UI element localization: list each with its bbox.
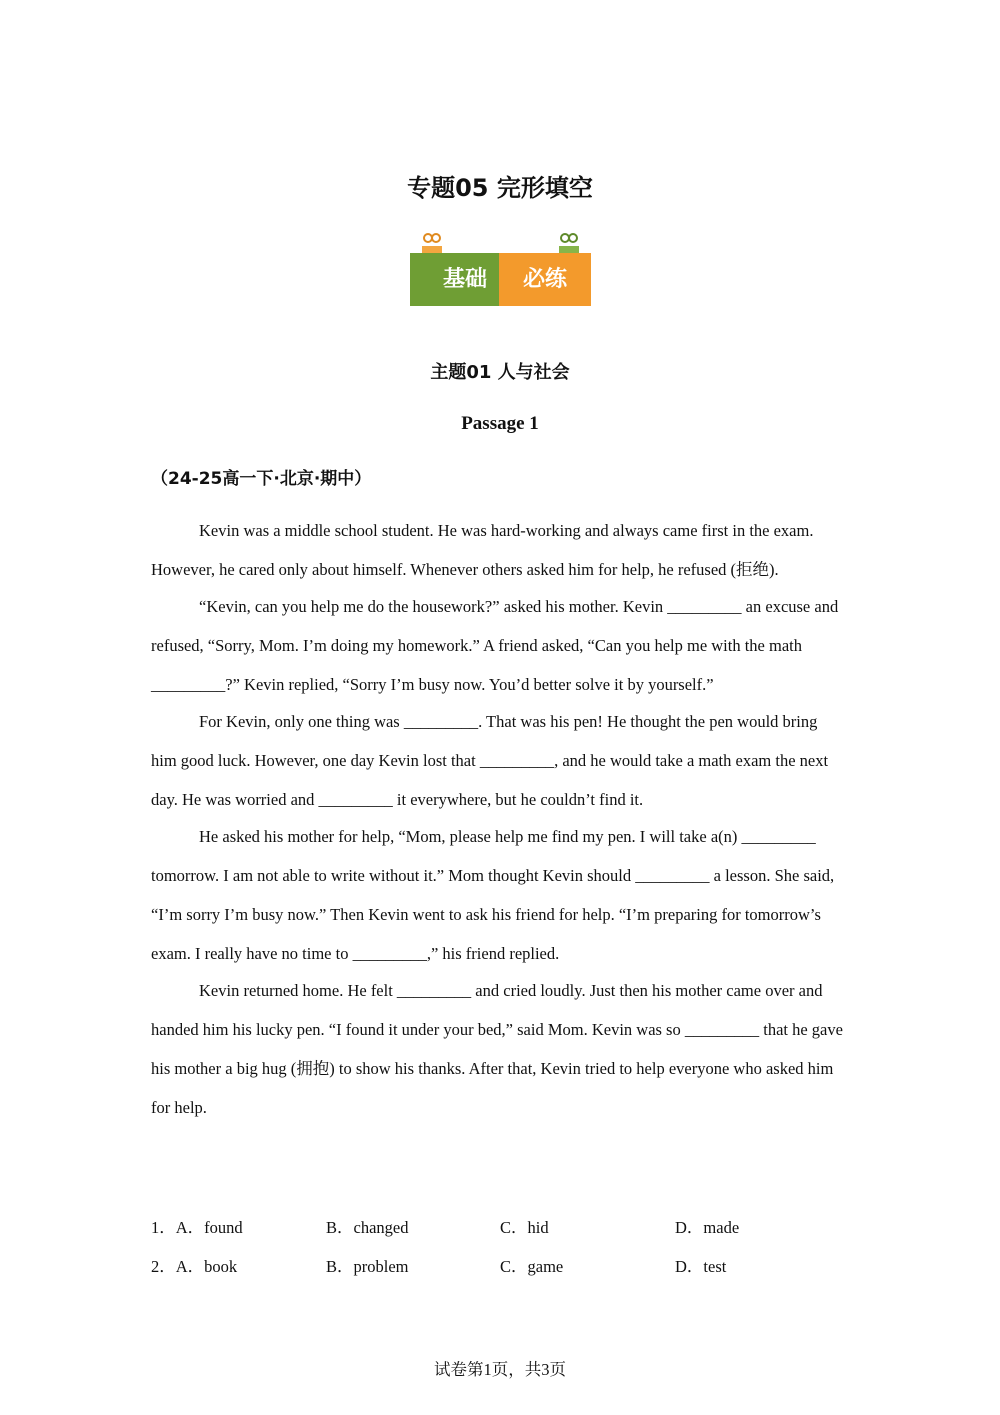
section-banner <box>410 232 591 307</box>
question-number <box>151 1253 237 1277</box>
option-c: C．hid <box>500 1218 549 1237</box>
question-number-text: 1． <box>151 1218 176 1237</box>
option-b: B．changed <box>326 1218 409 1237</box>
paragraph: He asked his mother for help, “Mom, please help me find my pen. I will take a(n) _________ tomorrow. I am not able to write without it.” Mom thought Kevin should _________ a lesson. She said, “I’m sorry I’m busy now.” Then Kevin went to ask his friend for help. “I’m preparing for tomorrow’s exam. I really have no time to _________,” his friend replied. <box>151 827 835 963</box>
option-d: D．test <box>675 1257 727 1276</box>
source-label: （24-25高一下·北京·期中） <box>151 469 372 489</box>
banner-left-text: 基础 <box>442 267 487 292</box>
paragraph: Kevin was a middle school student. He was hard-working and always came first in the exam. However, he cared only about himself. Whenever others asked him for help, he refused (拒绝). <box>151 521 814 579</box>
page-footer: 试卷第1页，共3页 <box>434 1360 566 1379</box>
question-number <box>151 1214 243 1238</box>
paragraph: Kevin returned home. He felt _________ and cried loudly. Just then his mother came over and handed him his lucky pen. “I found it under your bed,” said Mom. Kevin was so _________ that he gave his mother a big hug (拥抱) to show his thanks. After that, Kevin tried to help everyone who asked him for help. <box>151 981 843 1117</box>
option-d: D．made <box>675 1218 740 1237</box>
option-c: C．game <box>500 1257 564 1276</box>
option-a: A．found <box>175 1218 243 1237</box>
banner-right-text: 必练 <box>522 267 567 292</box>
option-a: A．book <box>175 1257 238 1276</box>
passage-body <box>151 511 846 1127</box>
question-number-text: 2． <box>151 1257 176 1276</box>
option-b: B．problem <box>326 1257 409 1276</box>
paragraph: For Kevin, only one thing was _________. That was his pen! He thought the pen would bring him good luck. However, one day Kevin lost that _________, and he would take a math exam the next day. He was worried and _________ it everywhere, but he couldn’t find it. <box>151 712 829 809</box>
page-title: 专题05 完形填空 <box>407 174 593 202</box>
paragraph: “Kevin, can you help me do the housework?” asked his mother. Kevin _________ an excuse and refused, “Sorry, Mom. I’m doing my homework.” A friend asked, “Can you help me with the math _________?” Kevin replied, “Sorry I’m busy now. You’d better solve it by yourself.” <box>151 597 839 694</box>
passage-title: Passage 1 <box>461 413 539 434</box>
topic-heading: 主题01 人与社会 <box>430 362 570 383</box>
